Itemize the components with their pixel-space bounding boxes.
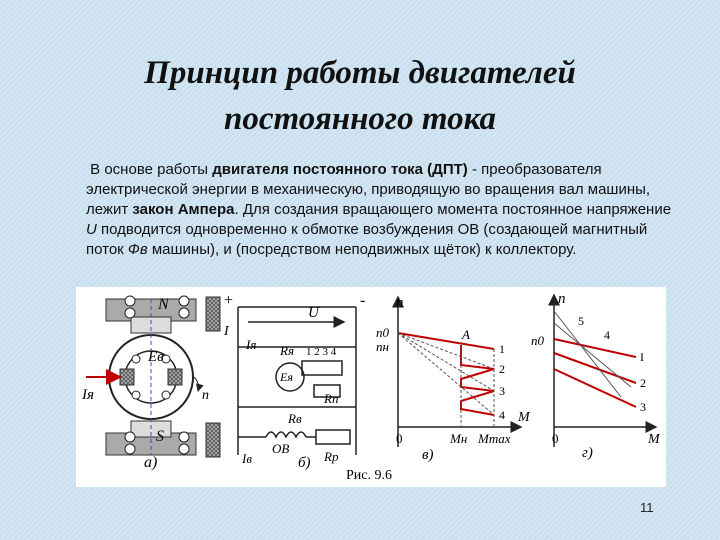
g-label-curve-4: 4 [604,328,610,342]
label-voltage: U [308,305,319,321]
label-switch-positions: 1 2 3 4 [306,346,337,358]
v-label-curve-3: 3 [499,384,505,398]
label-field-winding: ОВ [272,441,290,456]
g-label-curve-i: I [640,350,644,364]
rotation-arrow [194,377,199,391]
figure-9-6 [76,287,666,487]
panel-a-motor [81,296,220,471]
label-plus: + [224,292,234,309]
g-label-curve-5: 5 [578,314,584,328]
v-label-nn: nн [376,339,389,354]
v-label-n0: n0 [376,325,389,340]
text-run: - преобразователя электрической энергии в механическую, приводящую во вращения вал машины, лежит [86,161,651,218]
body-paragraph [86,160,676,260]
text-run: подводится одновременно к обмотке возбуждения ОВ (создающей магнитный поток [86,221,648,258]
text-bold-ampere: закон Ампера [132,201,235,218]
brush-right [168,369,182,385]
v-label-mmax: Mmax [478,431,511,446]
v-label-mn: Mн [450,431,468,446]
text-run: машины), и (посредством неподвижных щёток) к коллектору. [147,241,577,258]
label-regulator: Rр [324,449,339,464]
v-label-n: n [396,295,404,311]
label-armature-current-b: Iя [246,337,257,352]
label-minus: - [360,292,366,309]
v-label-a: A [462,327,470,342]
text-bold-dpt: двигателя постоянного тока (ДПТ) [212,161,468,178]
v-curve-2 [398,333,494,369]
label-panel-a: а) [144,454,158,471]
g-label-n: n [558,291,566,307]
page-number: 11 [640,500,654,515]
text-italic-u: U [86,221,97,238]
field-coil-bottom [206,423,220,457]
label-start-resistance: Rп [324,391,339,406]
title-line-1: Принцип работы двигателей [144,55,576,91]
g-label-origin: 0 [552,431,559,446]
g-curve-1 [554,339,636,357]
text-run: . Для создания вращающего момента постоянное напряжение [234,201,672,218]
label-armature-emf: Eя [280,370,293,384]
label-panel-b: б) [298,455,311,471]
panel-v-chart [376,295,531,463]
text-run: В основе работы [90,161,213,178]
v-label-curve-1: 1 [499,342,505,356]
figure-caption: Рис. 9.6 [346,468,392,483]
label-field-current: Iв [242,451,252,466]
v-start-steps [461,345,494,415]
label-speed: n [202,388,209,403]
label-current-total: I [224,324,229,339]
v-curve-1 [398,333,494,349]
slide-title [60,50,660,142]
brush-left [120,369,134,385]
label-armature-resistance: Rя [280,343,294,358]
v-label-origin: 0 [396,431,403,446]
label-panel-v: в) [422,447,434,463]
label-armature-current: Iя [82,387,94,403]
figure-drawing [76,287,666,487]
g-label-curve-2: 2 [640,376,646,390]
panel-b-circuit [238,307,356,455]
v-label-curve-4: 4 [499,408,505,422]
label-panel-g: г) [582,445,593,461]
g-label-m: M [648,432,660,447]
v-label-m: M [518,410,530,425]
g-label-n0: n0 [531,333,544,348]
title-line-2: постоянного тока [223,101,496,137]
label-north: N [158,296,169,313]
text-italic-fv: Фв [127,241,148,258]
g-curve-3 [554,369,636,407]
v-label-curve-2: 2 [499,362,505,376]
label-emf: Eв [148,349,164,365]
panel-g-chart [531,291,661,461]
field-coil-top [206,297,220,331]
g-label-curve-3: 3 [640,400,646,414]
label-south: S [156,428,164,445]
g-curve-4 [554,323,631,387]
label-field-resistance: Rв [288,411,302,426]
